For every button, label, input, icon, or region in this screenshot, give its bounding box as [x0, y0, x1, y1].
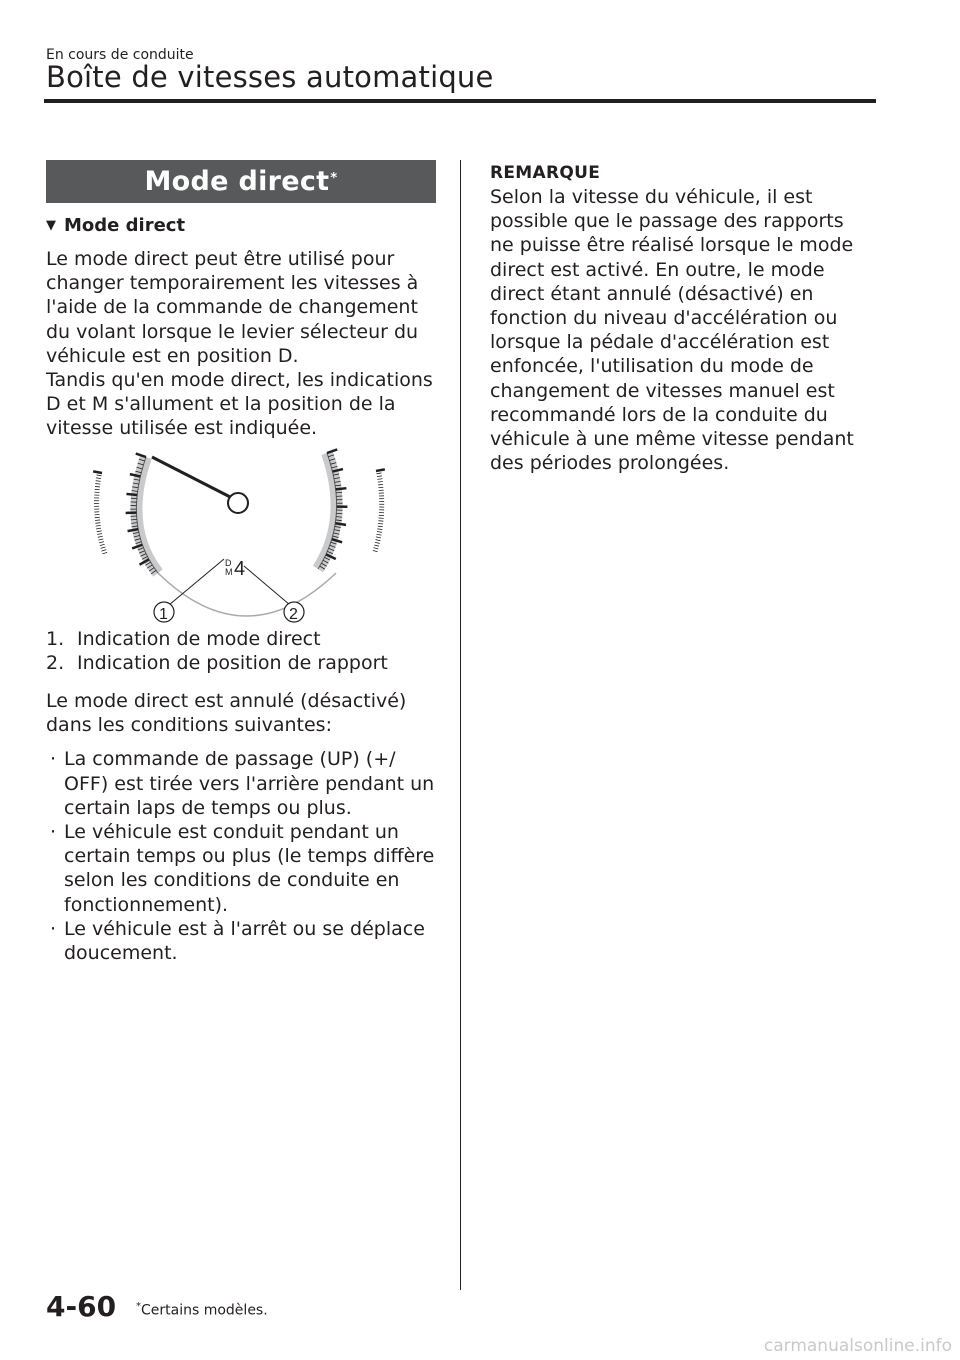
gauge-tick	[101, 547, 106, 548]
callout-1-leader	[169, 559, 224, 605]
gauge-tick	[95, 483, 100, 484]
gauge-tick	[376, 537, 381, 538]
gauge-lower-arc	[158, 573, 336, 616]
gauge-tick	[376, 469, 385, 471]
figure-legend	[46, 627, 436, 675]
gauge-tick	[126, 494, 137, 495]
legend-number: 2.	[46, 651, 65, 674]
legend-number: 1.	[46, 627, 65, 650]
gauge-tick	[377, 478, 382, 479]
gauge-tick	[96, 525, 101, 526]
header-rule	[44, 99, 876, 103]
triangle-down-icon: ▼	[46, 218, 56, 233]
list-item-text: Le véhicule est à l'arrêt ou se déplace doucement.	[64, 917, 425, 965]
gauge-tick	[96, 480, 101, 481]
gauge-tick	[95, 520, 100, 521]
section-heading	[46, 215, 436, 236]
right-column	[490, 160, 870, 475]
legend-text: Indication de mode direct	[77, 627, 321, 650]
gauge-tick	[97, 533, 102, 534]
outer-right-scale	[372, 469, 385, 553]
gauge-tick	[378, 526, 383, 527]
gauge-tick	[374, 547, 379, 548]
intro-paragraph-2: Tandis qu'en mode direct, les indications D et M s'allument et la position de la vitesse utilisée est indiquée.	[46, 369, 433, 440]
gauge-tick	[97, 530, 102, 531]
tachometer-illustration	[46, 445, 436, 627]
gauge-tick	[377, 473, 382, 474]
column-divider	[460, 160, 461, 1290]
gauge-tick	[378, 520, 383, 521]
gauge-tick	[131, 519, 137, 520]
gauge-tick	[327, 449, 337, 453]
left-column	[46, 160, 436, 965]
footnote	[136, 1301, 268, 1319]
gauge-tick	[336, 488, 347, 489]
gauge-tick	[101, 549, 106, 551]
footnote-asterisk: *	[136, 1301, 141, 1312]
note-text: Selon la vitesse du véhicule, il est possible que le passage des rapports ne puisse être réalisé lorsque le mode direct est activé. En outre, le mode direct étant annulé (désactivé) en fonction du niveau d'accélération ou lorsque la pédale d'accélération est enfoncée, l'utilisation du mode de changement de vitesses manuel est recommandé lors de la conduite du véhicule à une même vitesse pendant des périodes prolongées.	[490, 186, 854, 475]
callout-1-number: 1	[159, 605, 168, 623]
direct-mode-indicator-m: M	[225, 566, 233, 577]
footnote-text: Certains modèles.	[141, 1302, 268, 1319]
list-item	[46, 747, 436, 820]
gauge-tick	[97, 475, 102, 476]
gauge-tick	[102, 552, 107, 554]
gauge-tick	[377, 475, 382, 476]
gauge-tick	[375, 542, 380, 543]
gauge-tick	[374, 545, 379, 546]
gauge-tick	[373, 550, 378, 551]
gauge-tick	[93, 471, 102, 473]
page-number: 4-60	[46, 1290, 117, 1323]
intro-paragraph: Le mode direct peut être utilisé pour changer temporairement les vitesses à l'aide de la commande de changement du volant lorsque le levier sélecteur du véhicule est en position D.	[46, 248, 419, 367]
page-title: Boîte de vitesses automatique	[46, 60, 494, 94]
list-item	[46, 917, 436, 965]
gauge-tick	[95, 486, 100, 487]
watermark: carmanualsonline.info	[763, 1336, 952, 1356]
gauge-tick	[377, 531, 382, 532]
gauge-tick	[378, 484, 383, 485]
callout-2-number: 2	[289, 605, 298, 623]
gauge-tick	[335, 523, 346, 525]
instrument-figure	[46, 445, 436, 627]
gauge-tick	[336, 492, 342, 493]
direct-mode-indicator-d: D	[225, 557, 232, 568]
list-item	[46, 820, 436, 917]
callout-2-leader	[244, 566, 290, 605]
gauge-tick	[377, 534, 382, 535]
legend-item	[46, 627, 436, 651]
cancel-conditions-list	[46, 747, 436, 965]
note-heading: REMARQUE	[490, 163, 601, 183]
legend-item	[46, 651, 436, 675]
bullet-dot: ·	[50, 748, 57, 771]
list-item-text: Le véhicule est conduit pendant un certain temps ou plus (le temps diffère selon les conditions de conduite en fonctionnement).	[64, 821, 435, 916]
gauge-tick	[95, 522, 100, 523]
gauge-tick	[378, 523, 383, 524]
gauge-tick	[378, 481, 383, 482]
gauge-tick	[99, 541, 104, 542]
outer-left-scale	[93, 471, 108, 555]
section-banner	[46, 160, 436, 203]
bullet-dot: ·	[50, 821, 57, 844]
gauge-tick	[100, 544, 105, 545]
needle-hub	[228, 493, 248, 513]
section-heading-text: Mode direct	[64, 215, 186, 236]
gear-position-indicator: 4	[234, 557, 246, 580]
gauge-tick	[96, 477, 101, 478]
cancel-conditions-intro: Le mode direct est annulé (désactivé) dans les conditions suivantes:	[46, 690, 407, 737]
header-section-label: En cours de conduite	[46, 47, 194, 63]
gauge-needle	[152, 457, 238, 501]
gauge-tick	[136, 453, 146, 456]
gauge-tick	[98, 536, 103, 537]
gauge-tick	[377, 528, 382, 529]
bullet-dot: ·	[50, 917, 57, 940]
gauge-tick	[375, 539, 380, 540]
banner-asterisk: *	[330, 171, 338, 186]
list-item-text: La commande de passage (UP) (+/ OFF) est tirée vers l'arrière pendant un certain laps de temps ou plus.	[64, 748, 435, 819]
legend-text: Indication de position de rapport	[77, 651, 388, 674]
gauge-tick	[96, 528, 101, 529]
banner-title: Mode direct	[144, 166, 330, 197]
gauge-tick	[98, 539, 103, 540]
